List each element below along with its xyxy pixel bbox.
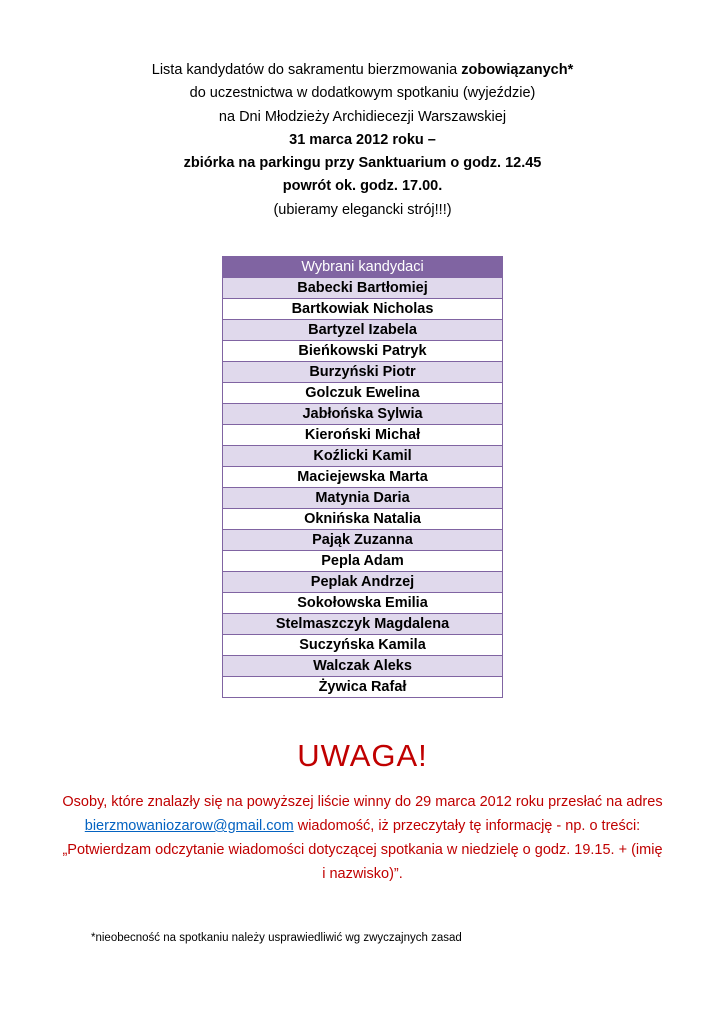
candidate-name-cell: Jabłońska Sylwia <box>223 404 503 425</box>
candidate-name-cell: Stelmaszczyk Magdalena <box>223 614 503 635</box>
table-row <box>223 446 503 467</box>
table-row <box>223 488 503 509</box>
table-row <box>223 278 503 299</box>
candidate-name-cell: Żywica Rafał <box>223 677 503 698</box>
header-line-1-text: Lista kandydatów do sakramentu bierzmowania <box>151 62 462 78</box>
email-link[interactable]: bierzmowaniozarow@gmail.com <box>84 818 294 834</box>
candidate-name-cell: Bieńkowski Patryk <box>223 341 503 362</box>
candidate-name-cell: Golczuk Ewelina <box>223 383 503 404</box>
candidate-name-cell: Babecki Bartłomiej <box>223 278 503 299</box>
candidates-table-body <box>223 278 503 698</box>
document-header <box>0 59 725 222</box>
candidate-name-cell: Koźlicki Kamil <box>223 446 503 467</box>
table-row <box>223 530 503 551</box>
warning-text-2: wiadomość, iż przeczytały tę informację - np. o treści: „Potwierdzam odczytanie wiadomości dotyczącej spotkania w niedzielę o godz. 19.15. + (imię i nazwisko)”. <box>62 818 663 882</box>
event-date: 31 marca 2012 roku – <box>289 131 436 148</box>
warning-text-1: Osoby, które znalazły się na powyższej liście winny do 29 marca 2012 roku przesłać na adres <box>62 794 663 810</box>
meeting-point: zbiórka na parkingu przy Sanktuarium o godz. 12.45 <box>183 155 542 172</box>
table-row <box>223 677 503 698</box>
candidate-name-cell: Kieroński Michał <box>223 425 503 446</box>
return-time: powrót ok. godz. 17.00. <box>282 178 443 195</box>
candidate-name-cell: Matynia Daria <box>223 488 503 509</box>
table-row <box>223 320 503 341</box>
candidate-name-cell: Maciejewska Marta <box>223 467 503 488</box>
table-row <box>223 467 503 488</box>
candidate-name-cell: Oknińska Natalia <box>223 509 503 530</box>
warning-title: UWAGA! <box>297 738 428 773</box>
table-row <box>223 572 503 593</box>
warning-notice <box>60 790 665 886</box>
candidate-name-cell: Bartkowiak Nicholas <box>223 299 503 320</box>
dress-code: (ubieramy elegancki strój!!!) <box>273 201 452 218</box>
table-row <box>223 341 503 362</box>
table-row <box>223 425 503 446</box>
table-header-row <box>223 257 503 278</box>
footnote: *nieobecność na spotkaniu należy usprawiedliwić wg zwyczajnych zasad <box>91 932 462 944</box>
candidate-name-cell: Bartyzel Izabela <box>223 320 503 341</box>
table-row <box>223 299 503 320</box>
candidate-name-cell: Sokołowska Emilia <box>223 593 503 614</box>
candidate-name-cell: Pająk Zuzanna <box>223 530 503 551</box>
table-row <box>223 509 503 530</box>
candidate-name-cell: Pepla Adam <box>223 551 503 572</box>
candidate-name-cell: Suczyńska Kamila <box>223 635 503 656</box>
table-row <box>223 404 503 425</box>
table-row <box>223 383 503 404</box>
table-row <box>223 635 503 656</box>
header-line-2: do uczestnictwa w dodatkowym spotkaniu (wyjeździe) <box>189 85 536 102</box>
candidate-name-cell: Burzyński Piotr <box>223 362 503 383</box>
table-row <box>223 362 503 383</box>
table-row <box>223 593 503 614</box>
header-line-3: na Dni Młodzieży Archidiecezji Warszawskiej <box>218 108 507 125</box>
table-header-cell: Wybrani kandydaci <box>223 257 503 278</box>
table-row <box>223 551 503 572</box>
table-row <box>223 614 503 635</box>
header-line-1 <box>0 59 725 82</box>
candidates-table <box>222 256 503 698</box>
table-row <box>223 656 503 677</box>
candidate-name-cell: Walczak Aleks <box>223 656 503 677</box>
obligatory-marker: zobowiązanych* <box>461 62 574 78</box>
candidate-name-cell: Peplak Andrzej <box>223 572 503 593</box>
